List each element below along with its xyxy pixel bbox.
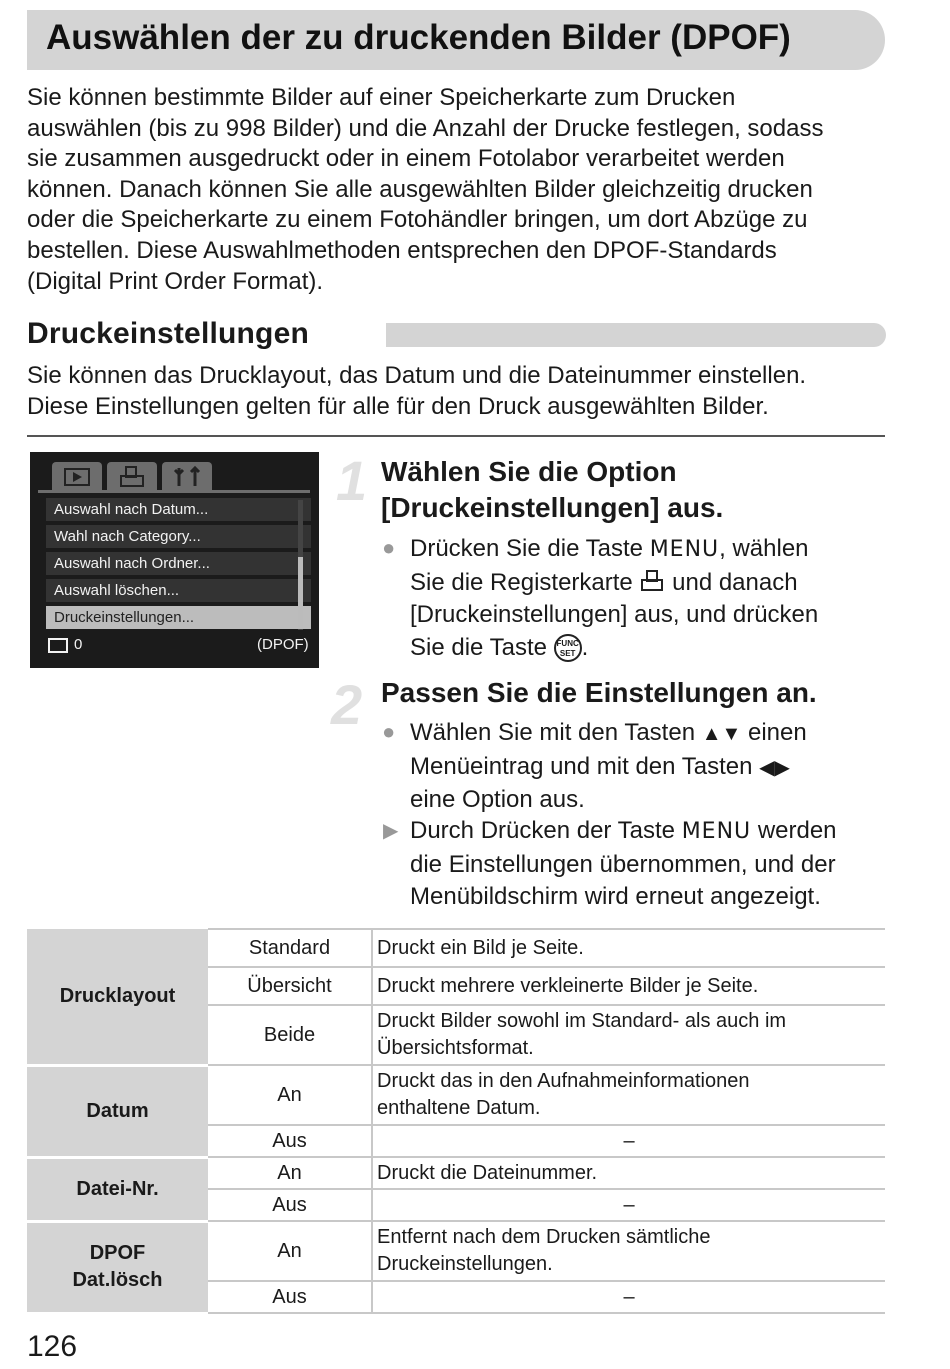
category-cell: Datei-Nr. (27, 1157, 208, 1221)
category-cell: Datum (27, 1065, 208, 1157)
table-row (27, 1157, 885, 1189)
table-row (27, 929, 885, 967)
option-cell: Übersicht (208, 967, 372, 1005)
option-cell: An (208, 1157, 372, 1189)
intro-line: bestellen. Diese Auswahlmethoden entsprechen den DPOF-Standards (27, 236, 777, 264)
description-cell: Druckt die Dateinummer. (372, 1157, 885, 1189)
intro-line: Sie können bestimmte Bilder auf einer Speicherkarte zum Drucken (27, 84, 736, 111)
text: Sie die Registerkarte (410, 568, 633, 596)
step-title-line: Wählen Sie die Option (381, 456, 677, 487)
tab-underline (38, 490, 310, 493)
bullet-circle-icon: ● (382, 719, 396, 744)
step-number: 1 (336, 449, 368, 512)
description-cell: Druckt ein Bild je Seite. (372, 929, 885, 967)
text: und danach (672, 568, 798, 596)
menu-item[interactable]: Auswahl löschen... (46, 579, 311, 602)
settings-table (27, 928, 885, 1315)
description-cell: – (372, 1125, 885, 1157)
step-title-line: [Druckeinstellungen] aus. (381, 492, 724, 523)
table-row (27, 1221, 885, 1281)
description-cell: Druckt das in den Aufnahmeinformationen enthaltene Datum. (372, 1065, 885, 1125)
text: Menübildschirm wird erneut angezeigt. (410, 883, 821, 910)
text: , wählen (719, 535, 809, 562)
scrollbar-thumb[interactable] (298, 557, 303, 629)
step-number: 2 (331, 673, 363, 736)
text: eine Option aus. (410, 786, 585, 813)
section-title: Druckeinstellungen (27, 317, 309, 350)
divider (27, 435, 885, 437)
play-icon (52, 462, 102, 490)
print-tab-icon (639, 569, 665, 593)
bullet-circle-icon: ● (382, 535, 396, 560)
menu-button-icon: MENU (681, 819, 752, 844)
intro-line: auswählen (bis zu 998 Bilder) und die Anzahl der Drucke festlegen, sodass (27, 114, 824, 142)
play-tab (52, 462, 102, 490)
option-cell: Aus (208, 1125, 372, 1157)
result-arrow-icon: ▶ (383, 820, 399, 842)
text: Sie die Taste (410, 633, 547, 661)
dpof-label: (DPOF) (257, 636, 309, 653)
text: . (581, 633, 589, 661)
text: Wählen Sie mit den Tasten (410, 719, 696, 746)
option-cell: Standard (208, 929, 372, 967)
option-cell: An (208, 1065, 372, 1125)
step-instruction (410, 717, 890, 817)
text: [Druckeinstellungen] aus, und drücken (410, 601, 819, 628)
option-cell: Aus (208, 1281, 372, 1313)
page-title: Auswählen der zu druckenden Bilder (DPOF) (46, 18, 791, 57)
intro-line: sie zusammen ausgedruckt oder in einem Fotolabor verarbeitet werden (27, 145, 785, 173)
menu-button-icon: MENU (649, 537, 720, 562)
menu-item[interactable]: Auswahl nach Ordner... (46, 552, 311, 575)
text: Drücken Sie die Taste (410, 535, 644, 562)
text: Durch Drücken der Taste (410, 817, 676, 844)
image-count: 0 (74, 636, 83, 653)
step-title (381, 454, 723, 526)
text: Menüeintrag und mit den Tasten (410, 752, 753, 780)
text: die Einstellungen übernommen, und der (410, 850, 836, 878)
up-down-arrows-icon: ▲▼ (701, 723, 742, 745)
category-cell: DPOF Dat.lösch (27, 1221, 208, 1313)
camera-menu-screen (30, 452, 319, 668)
intro-line: (Digital Print Order Format). (27, 267, 324, 295)
tools-tab (162, 462, 212, 490)
intro-paragraph (27, 83, 897, 297)
print-tab (107, 462, 157, 490)
section-heading-bar (386, 323, 886, 347)
menu-item[interactable]: Auswahl nach Datum... (46, 498, 311, 521)
section-line: Sie können das Drucklayout, das Datum und die Dateinummer einstellen. (27, 362, 807, 389)
tools-icon (162, 462, 212, 490)
left-right-arrows-icon: ◀▶ (759, 756, 790, 779)
menu-item[interactable]: Wahl nach Category... (46, 525, 311, 548)
menu-item-selected[interactable]: Druckeinstellungen... (46, 606, 311, 629)
description-cell: – (372, 1189, 885, 1221)
category-cell: Drucklayout (27, 929, 208, 1065)
print-icon (107, 462, 157, 490)
text: werden (757, 817, 837, 844)
page-number: 126 (27, 1330, 78, 1363)
section-line: Diese Einstellungen gelten für alle für den Druck ausgewählten Bilder. (27, 393, 769, 420)
option-cell: An (208, 1221, 372, 1281)
image-count-icon (48, 638, 70, 654)
table-row (27, 1065, 885, 1125)
description-cell: – (372, 1281, 885, 1313)
func-set-button-icon: FUNC SET (554, 634, 582, 662)
step-result (410, 815, 890, 914)
option-cell: Beide (208, 1005, 372, 1065)
description-cell: Entfernt nach dem Drucken sämtliche Druckeinstellungen. (372, 1221, 885, 1281)
section-paragraph (27, 360, 897, 422)
intro-line: oder die Speicherkarte zu einem Fotohändler bringen, um dort Abzüge zu (27, 206, 808, 234)
intro-line: können. Danach können Sie alle ausgewählten Bilder gleichzeitig drucken (27, 175, 813, 203)
option-cell: Aus (208, 1189, 372, 1221)
step-instruction (410, 533, 890, 664)
description-cell: Druckt Bilder sowohl im Standard- als auch im Übersichtsformat. (372, 1005, 885, 1065)
description-cell: Druckt mehrere verkleinerte Bilder je Seite. (372, 967, 885, 1005)
text: einen (747, 719, 807, 746)
step-title: Passen Sie die Einstellungen an. (381, 677, 817, 708)
